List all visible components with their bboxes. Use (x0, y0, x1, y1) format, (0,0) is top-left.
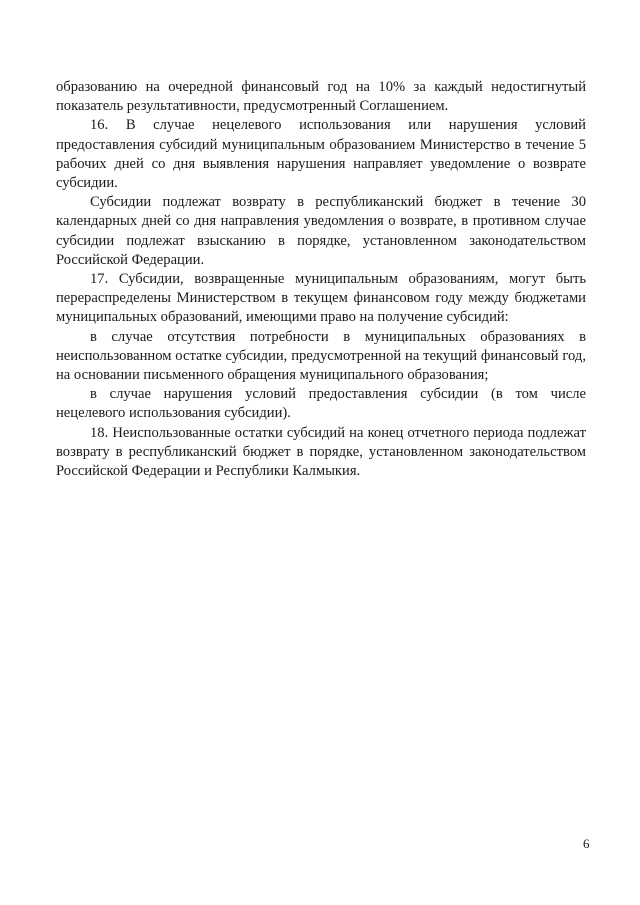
page-number: 6 (583, 836, 590, 851)
paragraph-clause-16: 16. В случае нецелевого использования или нарушения условий предоставления субсидий муниципальным образованием Министерство в течение 5 рабочих дней со дня выявления нарушения направляет уведомление о возврате субсидии. (56, 117, 586, 192)
document-body (56, 78, 586, 481)
paragraph-clause-18: 18. Неиспользованные остатки субсидий на конец отчетного периода подлежат возврату в республиканский бюджет в порядке, установленном законодательством Российской Федерации и Республики Калмыкия. (56, 424, 586, 480)
paragraph-case-no-need: в случае отсутствия потребности в муниципальных образованиях в неиспользованном остатке субсидии, предусмотренной на текущий финансовый год, на основании письменного обращения муниципального образования; (56, 328, 586, 384)
paragraph-continuation: образованию на очередной финансовый год на 10% за каждый недостигнутый показатель результативности, предусмотренный Соглашением. (56, 79, 586, 115)
paragraph-clause-17: 17. Субсидии, возвращенные муниципальным образованиям, могут быть перераспределены Министерством в текущем финансовом году между бюджетами муниципальных образований, имеющими право на получение субсидий: (56, 271, 586, 326)
paragraph-case-violation: в случае нарушения условий предоставления субсидии (в том числе нецелевого использования субсидии). (56, 386, 586, 422)
paragraph-refund-terms: Субсидии подлежат возврату в республиканский бюджет в течение 30 календарных дней со дня направления уведомления о возврате, в противном случае субсидии подлежат взысканию в порядке, установленном законодательством Российской Федерации. (56, 194, 586, 268)
